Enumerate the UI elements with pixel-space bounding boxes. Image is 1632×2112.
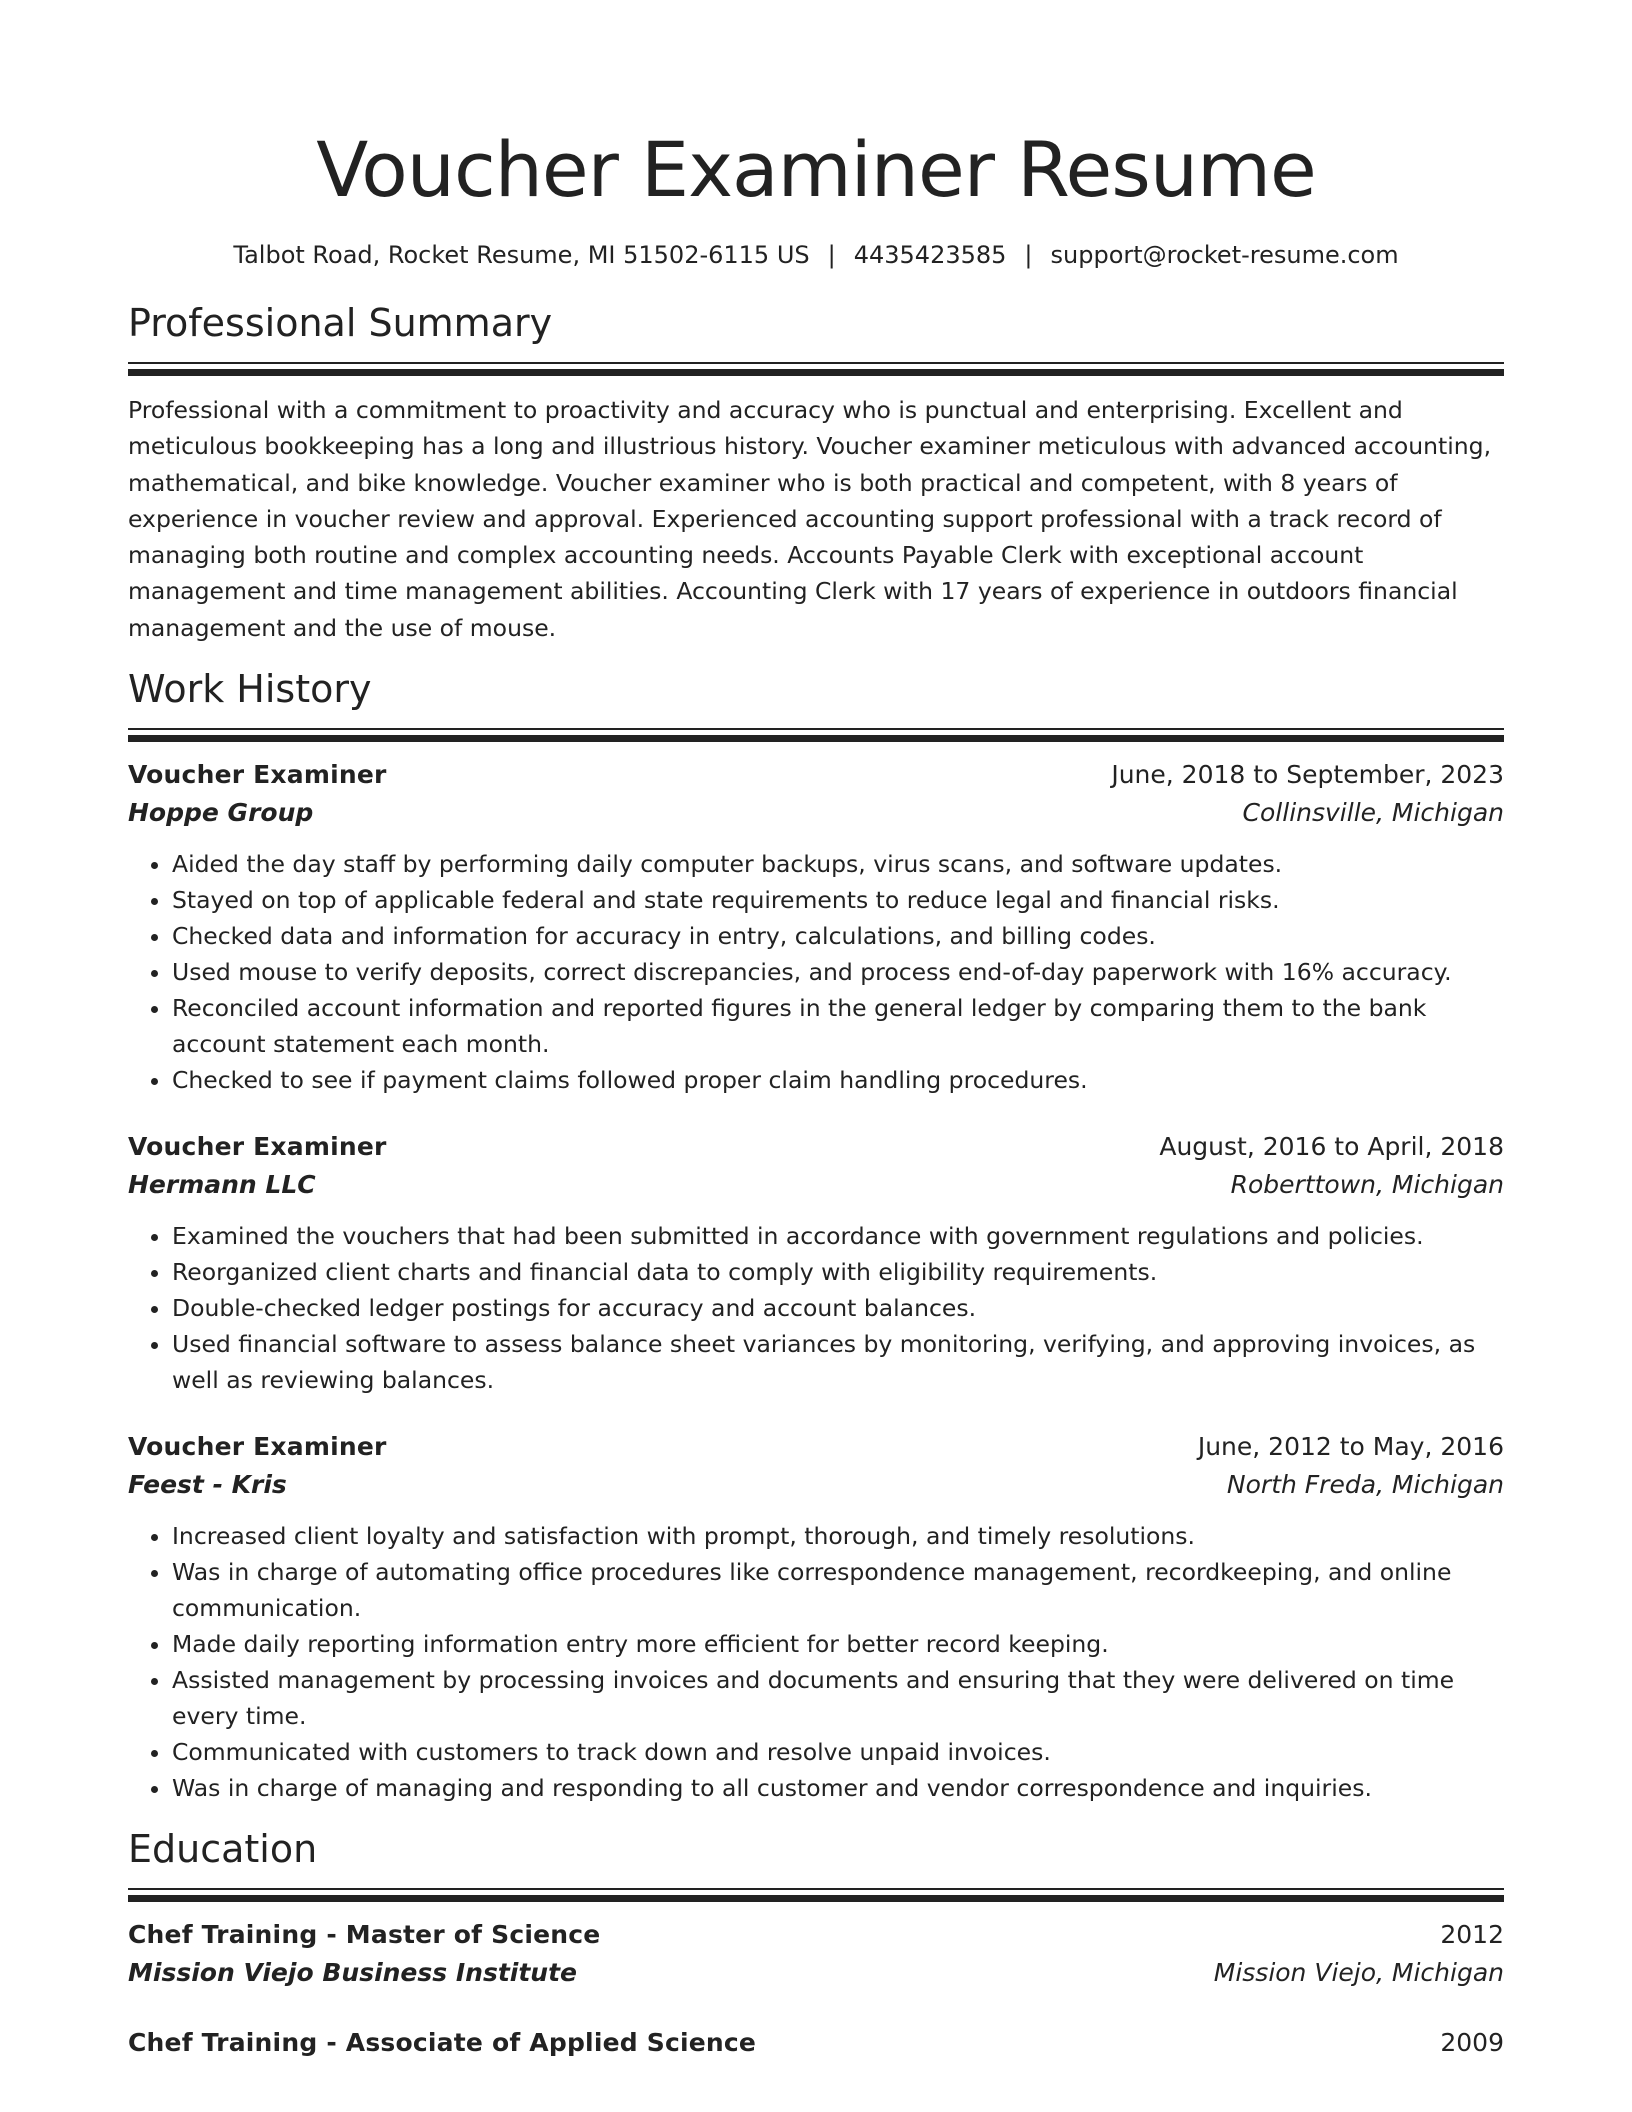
job-subheader-row xyxy=(128,1166,1504,1204)
contact-phone[interactable]: 4435423585 xyxy=(853,241,1007,269)
education-degree: Chef Training - Master of Science xyxy=(128,1920,601,1950)
education-degree: Chef Training - Associate of Applied Science xyxy=(128,2028,757,2058)
job-duty-item: • Reconciled account information and reported figures in the general ledger by comparing them to the bank account statement each month. xyxy=(172,990,1504,1062)
job-duty-item: • Checked data and information for accuracy in entry, calculations, and billing codes. xyxy=(172,918,1504,954)
job-location: Roberttown, Michigan xyxy=(1230,1170,1504,1200)
education-year: 2009 xyxy=(1440,2028,1504,2058)
education-list xyxy=(128,1916,1504,2062)
education-header-row xyxy=(128,2024,1504,2062)
education-location: Mission Viejo, Michigan xyxy=(1213,1958,1504,1988)
education-heading: Education xyxy=(128,1827,318,1872)
summary-heading: Professional Summary xyxy=(128,301,553,345)
job-entry xyxy=(128,756,1504,1098)
work-history-heading: Work History xyxy=(128,667,372,712)
job-header-row xyxy=(128,1128,1504,1166)
job-title: Voucher Examiner xyxy=(128,760,387,790)
job-duties-list xyxy=(128,1218,1504,1398)
job-duty-item: • Checked to see if payment claims followed proper claim handling procedures. xyxy=(172,1062,1504,1098)
education-header-row xyxy=(128,1916,1504,1954)
contact-separator: | xyxy=(1024,241,1033,269)
education-year: 2012 xyxy=(1440,1920,1504,1950)
job-list xyxy=(128,756,1504,1806)
job-duty-item: • Used mouse to verify deposits, correct discrepancies, and process end-of-day paperwork with 16% accuracy. xyxy=(172,954,1504,990)
education-subheader-row xyxy=(128,1954,1504,1992)
section-divider xyxy=(128,1888,1504,1890)
job-title: Voucher Examiner xyxy=(128,1432,387,1462)
education-entry xyxy=(128,1916,1504,1992)
job-duty-item: • Reorganized client charts and financial data to comply with eligibility requirements. xyxy=(172,1254,1504,1290)
job-duty-item: • Was in charge of automating office procedures like correspondence management, recordkeeping, and online communication. xyxy=(172,1554,1504,1626)
job-entry xyxy=(128,1428,1504,1806)
job-duty-item: • Assisted management by processing invoices and documents and ensuring that they were delivered on time every time. xyxy=(172,1662,1504,1734)
education-school: Mission Viejo Business Institute xyxy=(128,1958,578,1988)
job-duty-item: • Was in charge of managing and responding to all customer and vendor correspondence and inquiries. xyxy=(172,1770,1504,1806)
education-entry xyxy=(128,2024,1504,2062)
job-duty-item: • Used financial software to assess balance sheet variances by monitoring, verifying, and approving invoices, as well as reviewing balances. xyxy=(172,1326,1504,1398)
job-company: Hermann LLC xyxy=(128,1170,316,1200)
job-header-row xyxy=(128,756,1504,794)
job-location: Collinsville, Michigan xyxy=(1242,798,1504,828)
job-dates: August, 2016 to April, 2018 xyxy=(1159,1132,1504,1162)
section-divider xyxy=(128,728,1504,730)
section-divider-thick xyxy=(128,735,1504,742)
job-subheader-row xyxy=(128,1466,1504,1504)
section-divider xyxy=(128,362,1504,364)
job-duty-item: • Stayed on top of applicable federal and state requirements to reduce legal and financial risks. xyxy=(172,882,1504,918)
job-duty-item: • Double-checked ledger postings for accuracy and account balances. xyxy=(172,1290,1504,1326)
contact-address: Talbot Road, Rocket Resume, MI 51502-6115 US xyxy=(233,241,810,269)
job-duties-list xyxy=(128,846,1504,1098)
job-company: Feest - Kris xyxy=(128,1470,287,1500)
job-duty-item: • Made daily reporting information entry more efficient for better record keeping. xyxy=(172,1626,1504,1662)
job-company: Hoppe Group xyxy=(128,798,314,828)
job-duty-item: • Aided the day staff by performing daily computer backups, virus scans, and software updates. xyxy=(172,846,1504,882)
job-entry xyxy=(128,1128,1504,1398)
job-dates: June, 2018 to September, 2023 xyxy=(1111,760,1504,790)
section-divider-thick xyxy=(128,1895,1504,1902)
job-location: North Freda, Michigan xyxy=(1226,1470,1504,1500)
job-duty-item: • Examined the vouchers that had been submitted in accordance with government regulations and policies. xyxy=(172,1218,1504,1254)
resume-title: Voucher Examiner Resume xyxy=(316,125,1316,214)
job-header-row xyxy=(128,1428,1504,1466)
job-subheader-row xyxy=(128,794,1504,832)
job-duty-item: • Communicated with customers to track down and resolve unpaid invoices. xyxy=(172,1734,1504,1770)
summary-text: Professional with a commitment to proactivity and accuracy who is punctual and enterprising. Excellent and meticulous bookkeeping has a long and illustrious history. Voucher examiner meticulous with advanced accounting, mathematical, and bike knowledge. Voucher examiner who is both practical and competent, with 8 years of experience in voucher review and approval. Experienced accounting support professional with a track record of managing both routine and complex accounting needs. Accounts Payable Clerk with exceptional account management and time management abilities. Accounting Clerk with 17 years of experience in outdoors financial management and the use of mouse. xyxy=(128,396,1492,642)
resume-page xyxy=(128,0,1504,2062)
job-duties-list xyxy=(128,1518,1504,1806)
job-title: Voucher Examiner xyxy=(128,1132,387,1162)
contact-email[interactable]: support@rocket-resume.com xyxy=(1050,241,1399,269)
contact-separator: | xyxy=(827,241,836,269)
section-divider-thick xyxy=(128,369,1504,376)
contact-line xyxy=(128,238,1504,272)
job-dates: June, 2012 to May, 2016 xyxy=(1197,1432,1504,1462)
job-duty-item: • Increased client loyalty and satisfaction with prompt, thorough, and timely resolutions. xyxy=(172,1518,1504,1554)
